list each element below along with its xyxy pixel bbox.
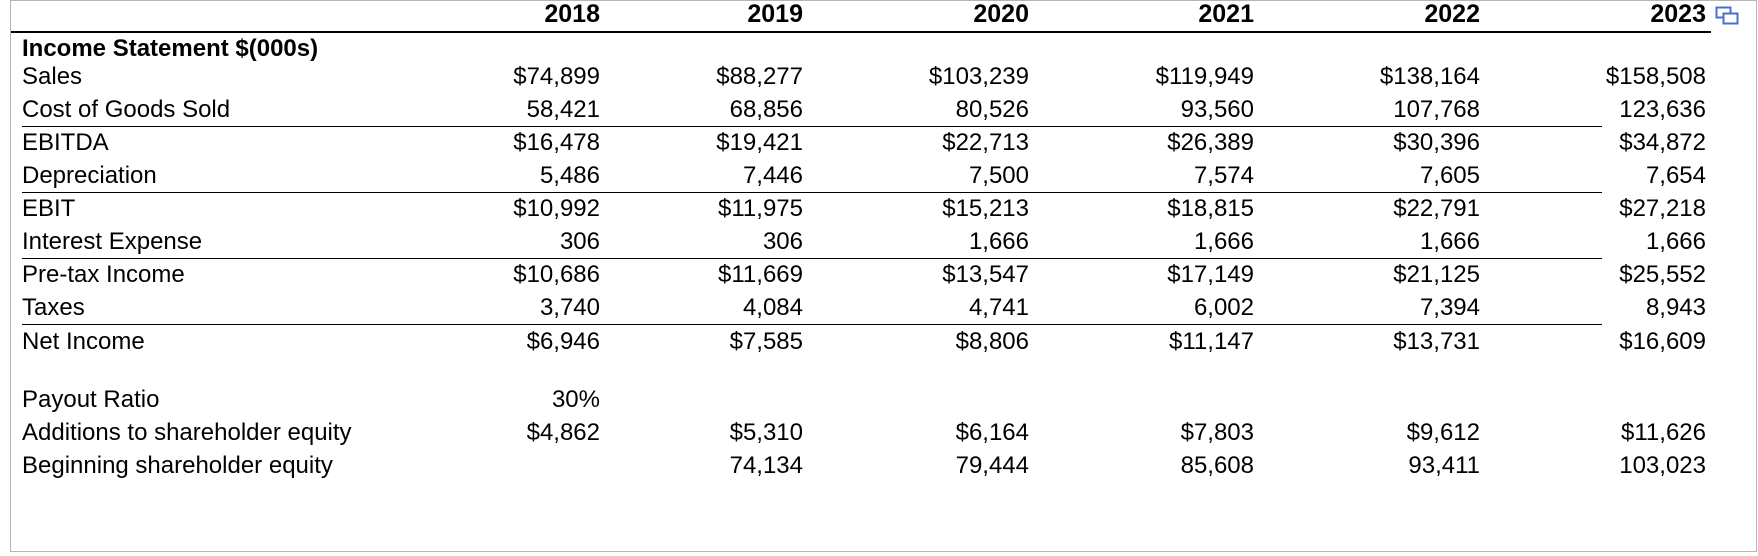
table-row bbox=[0, 60, 1758, 94]
table-row bbox=[0, 93, 1758, 127]
table-cell: 74,134 bbox=[729, 452, 803, 479]
table-cell: $16,609 bbox=[1619, 328, 1706, 355]
table-cell: 8,943 bbox=[1645, 294, 1706, 321]
table-cell: $21,125 bbox=[1393, 261, 1480, 288]
year-header-2019: 2019 bbox=[747, 0, 803, 28]
row-label: Cost of Goods Sold bbox=[22, 96, 231, 123]
table-cell: $27,218 bbox=[1619, 195, 1706, 222]
table-cell: $22,713 bbox=[942, 129, 1029, 156]
subtotal-rule bbox=[22, 192, 1602, 193]
table-cell: $17,149 bbox=[1167, 261, 1254, 288]
table-cell: 58,421 bbox=[526, 96, 600, 123]
table-cell: $22,791 bbox=[1393, 195, 1480, 222]
row-label: Taxes bbox=[22, 294, 85, 321]
table-row bbox=[0, 383, 1758, 417]
table-cell: 1,666 bbox=[968, 228, 1029, 255]
year-header-2020: 2020 bbox=[973, 0, 1029, 28]
table-cell: $74,899 bbox=[513, 63, 600, 90]
row-label: Additions to shareholder equity bbox=[22, 419, 352, 446]
table-cell: 103,023 bbox=[1619, 452, 1706, 479]
table-row bbox=[0, 225, 1758, 259]
table-cell: $7,803 bbox=[1180, 419, 1254, 446]
table-cell: 1,666 bbox=[1645, 228, 1706, 255]
table-cell: 93,560 bbox=[1180, 96, 1254, 123]
table-cell: $13,547 bbox=[942, 261, 1029, 288]
table-cell: 3,740 bbox=[539, 294, 600, 321]
table-cell: $18,815 bbox=[1167, 195, 1254, 222]
table-cell: $5,310 bbox=[729, 419, 803, 446]
table-row bbox=[0, 291, 1758, 325]
table-cell: $8,806 bbox=[955, 328, 1029, 355]
table-cell: 306 bbox=[762, 228, 803, 255]
table-cell: $4,862 bbox=[526, 419, 600, 446]
table-cell: 7,446 bbox=[742, 162, 803, 189]
row-label: Net Income bbox=[22, 328, 145, 355]
table-cell: $103,239 bbox=[928, 63, 1029, 90]
row-label: EBIT bbox=[22, 195, 76, 222]
table-cell: 107,768 bbox=[1393, 96, 1480, 123]
table-row bbox=[0, 192, 1758, 226]
table-cell: $119,949 bbox=[1155, 63, 1254, 90]
year-header-2023: 2023 bbox=[1650, 0, 1706, 28]
row-label: Depreciation bbox=[22, 162, 157, 189]
table-row bbox=[0, 159, 1758, 193]
table-cell: $30,396 bbox=[1393, 129, 1480, 156]
table-cell: $26,389 bbox=[1167, 129, 1254, 156]
table-cell: $19,421 bbox=[716, 129, 803, 156]
subtotal-rule bbox=[22, 126, 1602, 127]
table-cell: $138,164 bbox=[1379, 63, 1480, 90]
subtotal-rule bbox=[22, 324, 1602, 325]
table-row bbox=[0, 258, 1758, 292]
table-cell: $13,731 bbox=[1393, 328, 1480, 355]
table-cell: $11,626 bbox=[1621, 419, 1706, 446]
section-title: Income Statement $(000s) bbox=[22, 35, 319, 62]
table-row bbox=[0, 416, 1758, 450]
year-header-2022: 2022 bbox=[1424, 0, 1480, 28]
subtotal-rule bbox=[22, 258, 1602, 259]
table-cell: 6,002 bbox=[1193, 294, 1254, 321]
table-cell: $10,992 bbox=[513, 195, 600, 222]
year-header-2021: 2021 bbox=[1198, 0, 1254, 28]
table-cell: $11,975 bbox=[718, 195, 803, 222]
row-label: EBITDA bbox=[22, 129, 109, 156]
table-cell: 93,411 bbox=[1408, 452, 1480, 479]
table-cell: $6,946 bbox=[526, 328, 600, 355]
table-cell: 7,394 bbox=[1419, 294, 1480, 321]
table-cell: $25,552 bbox=[1619, 261, 1706, 288]
row-label: Pre-tax Income bbox=[22, 261, 185, 288]
table-cell: $11,147 bbox=[1169, 328, 1254, 355]
table-cell: 30% bbox=[551, 386, 600, 413]
table-row bbox=[0, 325, 1758, 359]
table-cell: $16,478 bbox=[513, 129, 600, 156]
table-cell: $34,872 bbox=[1619, 129, 1706, 156]
copy-icon[interactable] bbox=[1715, 6, 1739, 26]
table-cell: 7,605 bbox=[1419, 162, 1480, 189]
table-row bbox=[0, 126, 1758, 160]
table-cell: 4,741 bbox=[968, 294, 1029, 321]
row-label: Interest Expense bbox=[22, 228, 203, 255]
table-cell: $158,508 bbox=[1605, 63, 1706, 90]
table-cell: $9,612 bbox=[1406, 419, 1480, 446]
row-label: Beginning shareholder equity bbox=[22, 452, 333, 479]
table-cell: 7,654 bbox=[1645, 162, 1706, 189]
row-label: Payout Ratio bbox=[22, 386, 160, 413]
table-cell: 7,500 bbox=[968, 162, 1029, 189]
table-cell: 85,608 bbox=[1180, 452, 1254, 479]
table-cell: 4,084 bbox=[742, 294, 803, 321]
table-cell: 68,856 bbox=[729, 96, 803, 123]
table-cell: $88,277 bbox=[716, 63, 803, 90]
table-cell: 1,666 bbox=[1193, 228, 1254, 255]
table-cell: $11,669 bbox=[718, 261, 803, 288]
year-header-2018: 2018 bbox=[544, 0, 600, 28]
table-cell: $10,686 bbox=[513, 261, 600, 288]
table-cell: $7,585 bbox=[729, 328, 803, 355]
table-row bbox=[0, 449, 1758, 483]
table-cell: 7,574 bbox=[1193, 162, 1254, 189]
table-cell: 306 bbox=[559, 228, 600, 255]
table-cell: 1,666 bbox=[1419, 228, 1480, 255]
table-cell: 5,486 bbox=[539, 162, 600, 189]
table-cell: 123,636 bbox=[1619, 96, 1706, 123]
table-cell: 79,444 bbox=[955, 452, 1029, 479]
table-cell: $15,213 bbox=[942, 195, 1029, 222]
row-label: Sales bbox=[22, 63, 83, 90]
table-cell: 80,526 bbox=[955, 96, 1029, 123]
table-cell: $6,164 bbox=[955, 419, 1029, 446]
